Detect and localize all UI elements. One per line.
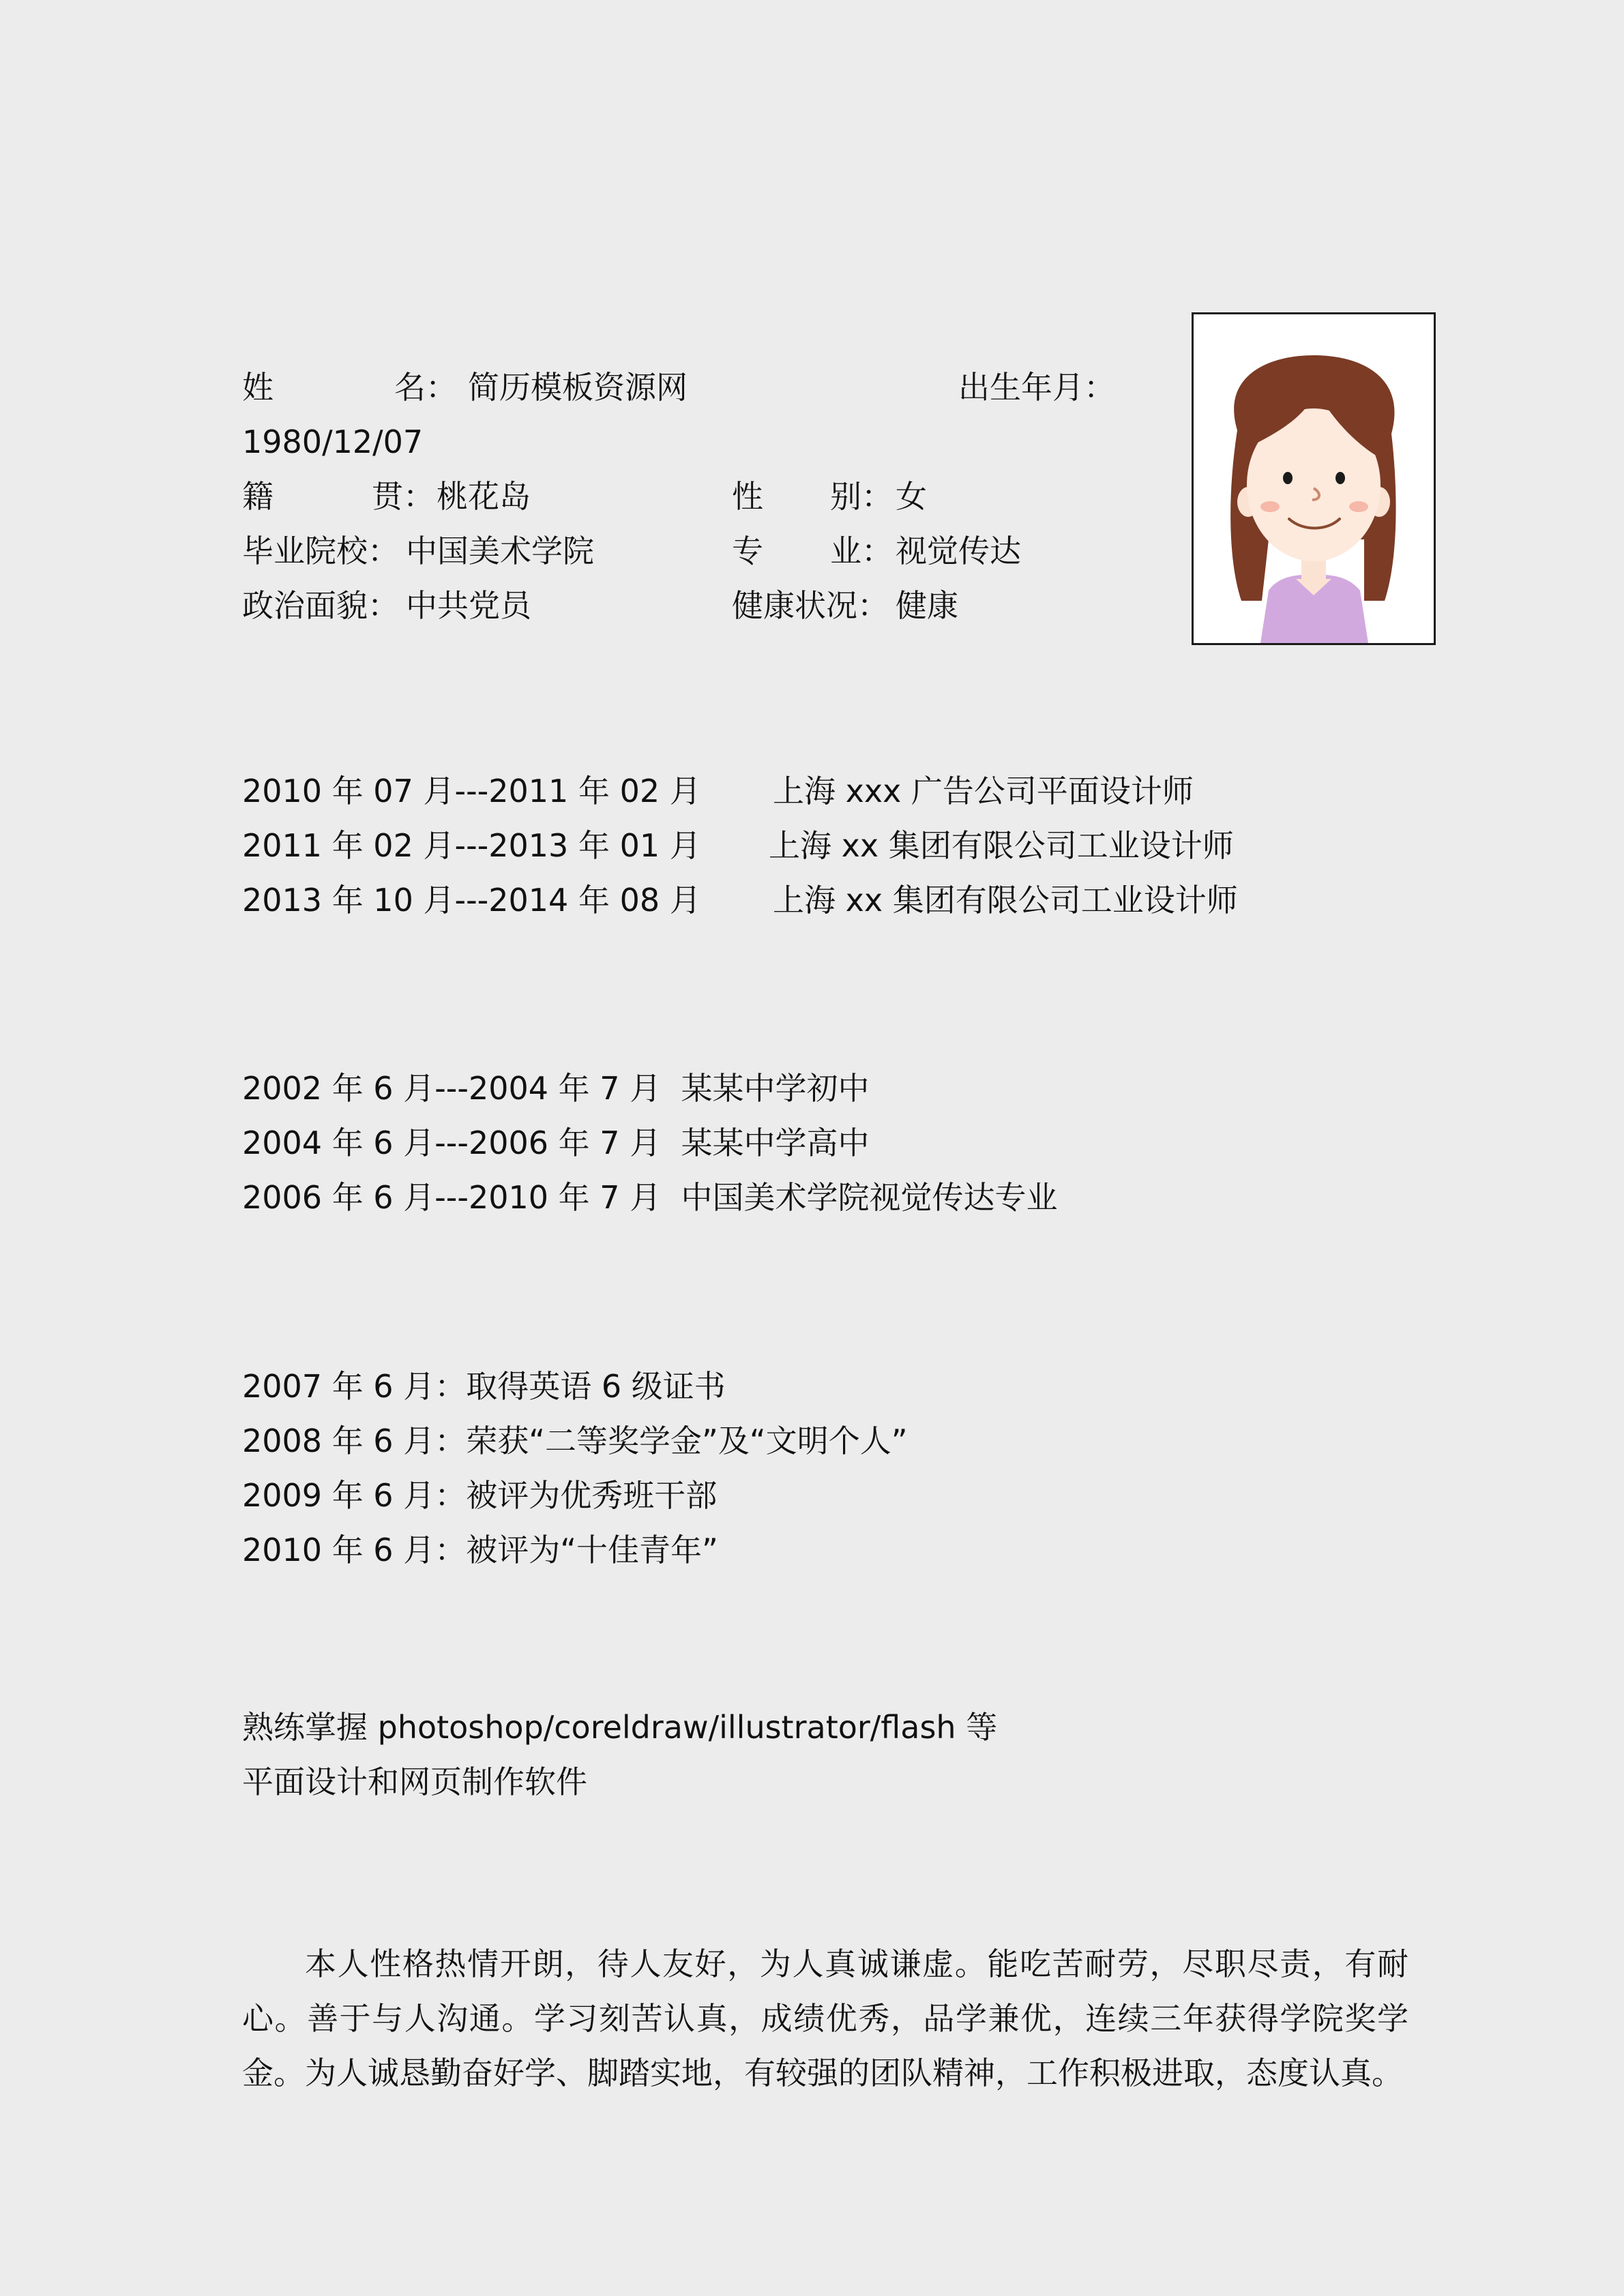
birth-value: 1980/12/07	[242, 423, 424, 460]
work-period: 2010 年 07 月---2011 年 02 月	[242, 773, 701, 809]
profile-photo	[1192, 312, 1436, 645]
work-desc: 上海 xx 集团有限公司工业设计师	[769, 827, 1234, 864]
award-item: 2007 年 6 月：取得英语 6 级证书	[242, 1368, 726, 1405]
name-label-1: 姓	[242, 369, 274, 406]
work-desc: 上海 xx 集团有限公司工业设计师	[773, 882, 1238, 919]
major-label-2: 业：	[830, 533, 893, 569]
award-item: 2010 年 6 月：被评为“十佳青年”	[242, 1532, 718, 1568]
self-evaluation: 本人性格热情开朗，待人友好，为人真诚谦虚。能吃苦耐劳，尽职尽责，有耐心。善于与人沟通。学习刻苦认真，成绩优秀，品学兼优，连续三年获得学院奖学金。为人诚恳勤奋好学、脚踏实地，有较强的团队精神，工作积极进取，态度认真。	[242, 1945, 1408, 2091]
major-value: 视觉传达	[896, 533, 1021, 569]
health-value: 健康	[896, 587, 958, 624]
education-item: 2006 年 6 月---2010 年 7 月 中国美术学院视觉传达专业	[242, 1179, 1058, 1216]
major-label-1: 专	[732, 533, 763, 569]
native-label-1: 籍	[242, 478, 274, 515]
award-item: 2008 年 6 月：荣获“二等奖学金”及“文明个人”	[242, 1422, 908, 1459]
health-label: 健康状况：	[732, 587, 889, 624]
skills-line: 熟练掌握 photoshop/coreldraw/illustrator/flash 等	[242, 1709, 998, 1746]
work-period: 2011 年 02 月---2013 年 01 月	[242, 827, 701, 864]
award-item: 2009 年 6 月：被评为优秀班干部	[242, 1477, 718, 1514]
name-value: 简历模板资源网	[468, 369, 688, 406]
work-desc: 上海 xxx 广告公司平面设计师	[773, 773, 1194, 809]
native-value: 桃花岛	[437, 478, 531, 515]
school-value: 中国美术学院	[406, 533, 594, 569]
work-period: 2013 年 10 月---2014 年 08 月	[242, 882, 701, 919]
name-label-2: 名：	[394, 369, 457, 406]
politics-label: 政治面貌：	[242, 587, 399, 624]
education-item: 2004 年 6 月---2006 年 7 月 某某中学高中	[242, 1124, 870, 1161]
gender-label-1: 性	[732, 478, 763, 515]
avatar-girl-icon	[1194, 314, 1434, 643]
gender-label-2: 别：	[830, 478, 893, 515]
education-item: 2002 年 6 月---2004 年 7 月 某某中学初中	[242, 1070, 870, 1107]
skills-line: 平面设计和网页制作软件	[242, 1763, 587, 1800]
school-label: 毕业院校：	[242, 533, 399, 569]
birth-label: 出生年月：	[958, 369, 1115, 406]
politics-value: 中共党员	[406, 587, 531, 624]
native-label-2: 贯：	[372, 478, 434, 515]
gender-value: 女	[896, 478, 927, 515]
